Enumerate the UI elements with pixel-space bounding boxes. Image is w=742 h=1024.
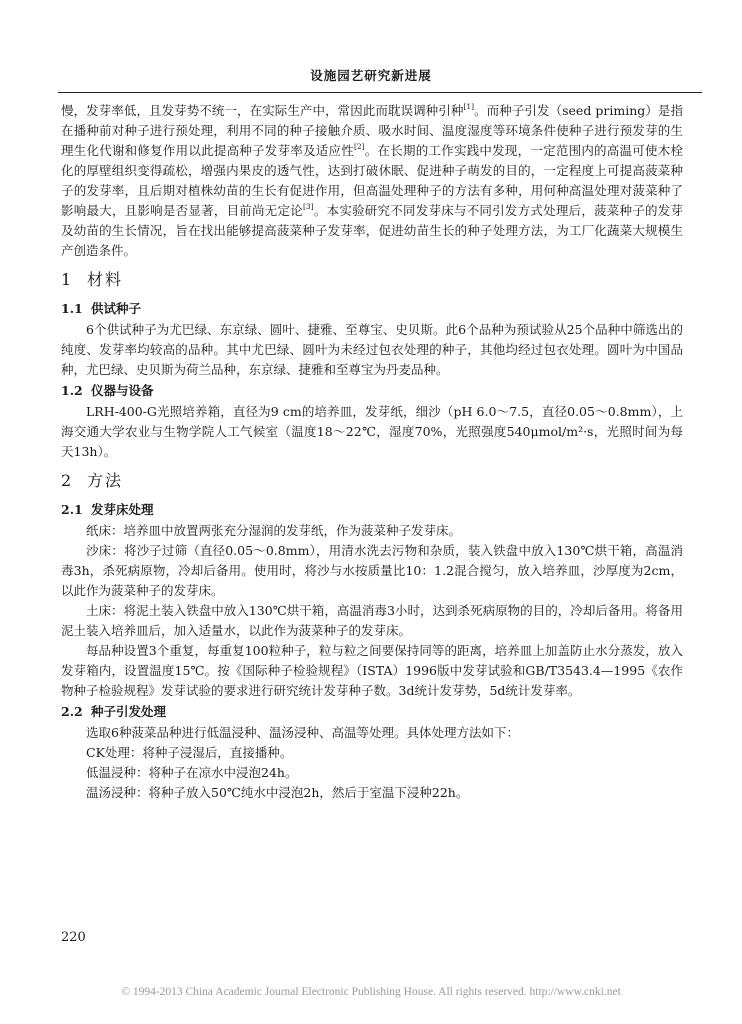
low-temp-soak-paragraph: 低温浸种：将种子在凉水中浸泡24h。 — [86, 765, 298, 780]
page-number: 220 — [61, 930, 86, 945]
replicates-paragraph: 每品种设置3个重复，每重复100粒种子，粒与粒之间要保持同等的距离，培养皿上加盖防止水分蒸发，放入发芽箱内，设置温度15℃。按《国际种子检验规程》（ISTA）1996版中发芽试验和GB/T3543.4—1995《农作物种子检验规程》发芽试验的要求进行研究统计发芽种子数。3d统计发芽势，5d统计发芽率。 — [61, 643, 683, 698]
soil-bed-paragraph: 土床：将泥土装入铁盘中放入130℃烘干箱，高温消毒3小时，达到杀死病原物的目的，冷却后备用。将备用泥土装入培养皿后，加入适量水，以此作为菠菜种子的发芽床。 — [61, 603, 683, 638]
sand-bed-paragraph: 沙床：将沙子过筛（直径0.05～0.8mm），用清水洗去污物和杂质，装入铁盘中放入130℃烘干箱，高温消毒3h，杀死病原物，冷却后备用。使用时，将沙与水按质量比10：1.2混合搅匀，放入培养皿，沙厚度为2cm，以此作为菠菜种子的发芽床。 — [61, 543, 683, 598]
equipment-paragraph: LRH-400-G光照培养箱，直径为9 cm的培养皿，发芽纸，细沙（pH 6.0～7.5，直径0.05～0.8mm），上海交通大学农业与生物学院人工气候室（温度18～22℃，湿度70%，光照强度540μmol/m²·s，光照时间为每天13h）。 — [61, 404, 683, 459]
citation-3: [3] — [303, 202, 314, 211]
warm-soak-paragraph: 温汤浸种：将种子放入50℃纯水中浸泡2h，然后于室温下浸种22h。 — [86, 785, 469, 800]
section-heading-methods: 2 方法 — [61, 471, 124, 490]
ck-treatment-paragraph: CK处理：将种子浸湿后，直接播种。 — [86, 745, 293, 760]
seeds-paragraph: 6个供试种子为尤巴绿、东京绿、圆叶、捷雅、至尊宝、史贝斯。此6个品种为预试验从25个品种中筛选出的纯度、发芽率均较高的品种。其中尤巴绿、圆叶为未经过包衣处理的种子，其他均经过包衣处理。圆叶为中国品种，尤巴绿、史贝斯为荷兰品种，东京绿、捷雅和至尊宝为丹麦品种。 — [61, 322, 683, 377]
subsection-heading-priming: 2.2 种子引发处理 — [61, 704, 167, 719]
citation-2: [2] — [353, 142, 365, 151]
header-rule — [58, 92, 702, 93]
intro-paragraph: 慢，发芽率低，且发芽势不统一，在实际生产中，常因此而耽误调种引种[1]。而种子引发（seed priming）是指在播种前对种子进行预处理，利用不同的种子接触介质、吸水时间、温度湿度等环境条件使种子进行预发芽的生理生化代谢和修复作用以此提高种子发芽率及适应性[2]。在长期的工作实践中发现，一定范围内的高温可使木栓化的厚壁组织变得疏松，增强内果皮的透气性，达到打破休眠、促进种子萌发的目的，一定程度上可提高菠菜种子的发芽率，且后期对植株幼苗的生长有促进作用，但高温处理种子的方法有多种，用何种高温处理对菠菜种了影响最大，且影响是否显著，目前尚无定论[3]。本实验研究不同发芽床与不同引发方式处理后，菠菜种子的发芽及幼苗的生长情况，旨在找出能够提高菠菜种子发芽率，促进幼苗生长的种子处理方法，为工厂化蔬菜大规模生产创造条件。 — [61, 102, 683, 258]
priming-intro-paragraph: 选取6种菠菜品种进行低温浸种、温汤浸种、高温等处理。具体处理方法如下： — [86, 725, 519, 740]
citation-1: [1] — [463, 102, 475, 111]
subsection-heading-germination-bed: 2.1 发芽床处理 — [61, 502, 154, 517]
running-header: 设施园艺研究新进展 — [310, 68, 432, 83]
subsection-heading-seeds: 1.1 供试种子 — [61, 301, 142, 316]
subsection-heading-equipment: 1.2 仪器与设备 — [61, 383, 154, 398]
article-body — [61, 101, 683, 803]
copyright-footer: © 1994-2013 China Academic Journal Electronic Publishing House. All rights reserved. http://www.cnki.net — [121, 986, 621, 998]
paper-bed-paragraph: 纸床：培养皿中放置两张充分湿润的发芽纸，作为菠菜种子发芽床。 — [86, 523, 462, 538]
section-heading-materials: 1 材料 — [61, 270, 124, 289]
